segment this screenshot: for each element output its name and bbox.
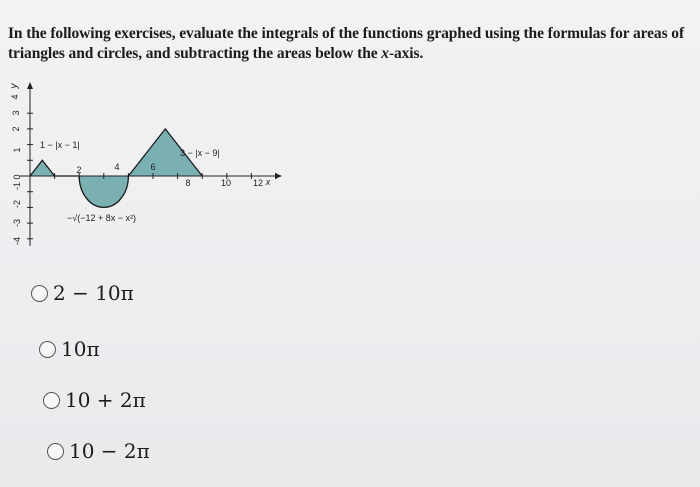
question-text-variable: x	[381, 45, 389, 62]
function-label-f2: 3 − |x − 9|	[180, 148, 220, 158]
y-tick-label-neg1: -1	[12, 181, 22, 191]
y-axis-label: y	[9, 83, 20, 89]
y-axis-arrow	[27, 82, 33, 89]
function-label-f3: −√(−12 + 8x − x²)	[67, 213, 136, 223]
y-tick-label-2: 2	[11, 126, 21, 132]
function-graph	[0, 76, 290, 256]
semicircle-region	[79, 176, 128, 207]
choice-a-label: 2 − 10π	[53, 281, 134, 305]
question-text	[8, 24, 698, 64]
y-tick-label-1: 1	[12, 147, 22, 153]
y-tick-label-neg4: -4	[12, 236, 22, 246]
question-text-part1: In the following exercises, evaluate the integrals of the functions graphed using the formulas for areas of triangles and circles, and subtracting the areas below the	[8, 25, 685, 62]
x-tick-label-8: 8	[185, 178, 191, 188]
y-tick-label-4: 4	[10, 94, 20, 100]
choice-c[interactable]	[43, 388, 146, 412]
x-tick-label-4: 4	[114, 162, 120, 172]
x-axis-label: x	[265, 177, 271, 187]
x-tick-label-2: 2	[76, 165, 82, 175]
radio-button-a[interactable]	[31, 285, 48, 302]
function-label-f1: 1 − |x − 1|	[40, 140, 80, 150]
choice-a[interactable]	[31, 281, 134, 305]
x-tick-label-6: 6	[150, 162, 156, 172]
x-tick-label-10: 10	[220, 178, 232, 188]
x-tick-label-12: 12	[252, 178, 264, 188]
triangle-region-1	[30, 160, 55, 176]
radio-button-c[interactable]	[43, 392, 60, 409]
choice-c-label: 10 + 2π	[65, 388, 146, 412]
choice-d[interactable]	[47, 439, 150, 463]
choice-b[interactable]	[39, 337, 100, 361]
radio-button-d[interactable]	[47, 443, 64, 460]
radio-button-b[interactable]	[39, 341, 56, 358]
y-tick-label-3: 3	[11, 110, 21, 116]
y-tick-label-neg3: -3	[12, 218, 22, 228]
choice-d-label: 10 − 2π	[69, 439, 150, 463]
choice-b-label: 10π	[61, 337, 100, 361]
y-tick-label-0: 0	[12, 174, 22, 180]
question-text-part2: -axis.	[388, 45, 424, 62]
y-tick-label-neg2: -2	[12, 199, 22, 209]
